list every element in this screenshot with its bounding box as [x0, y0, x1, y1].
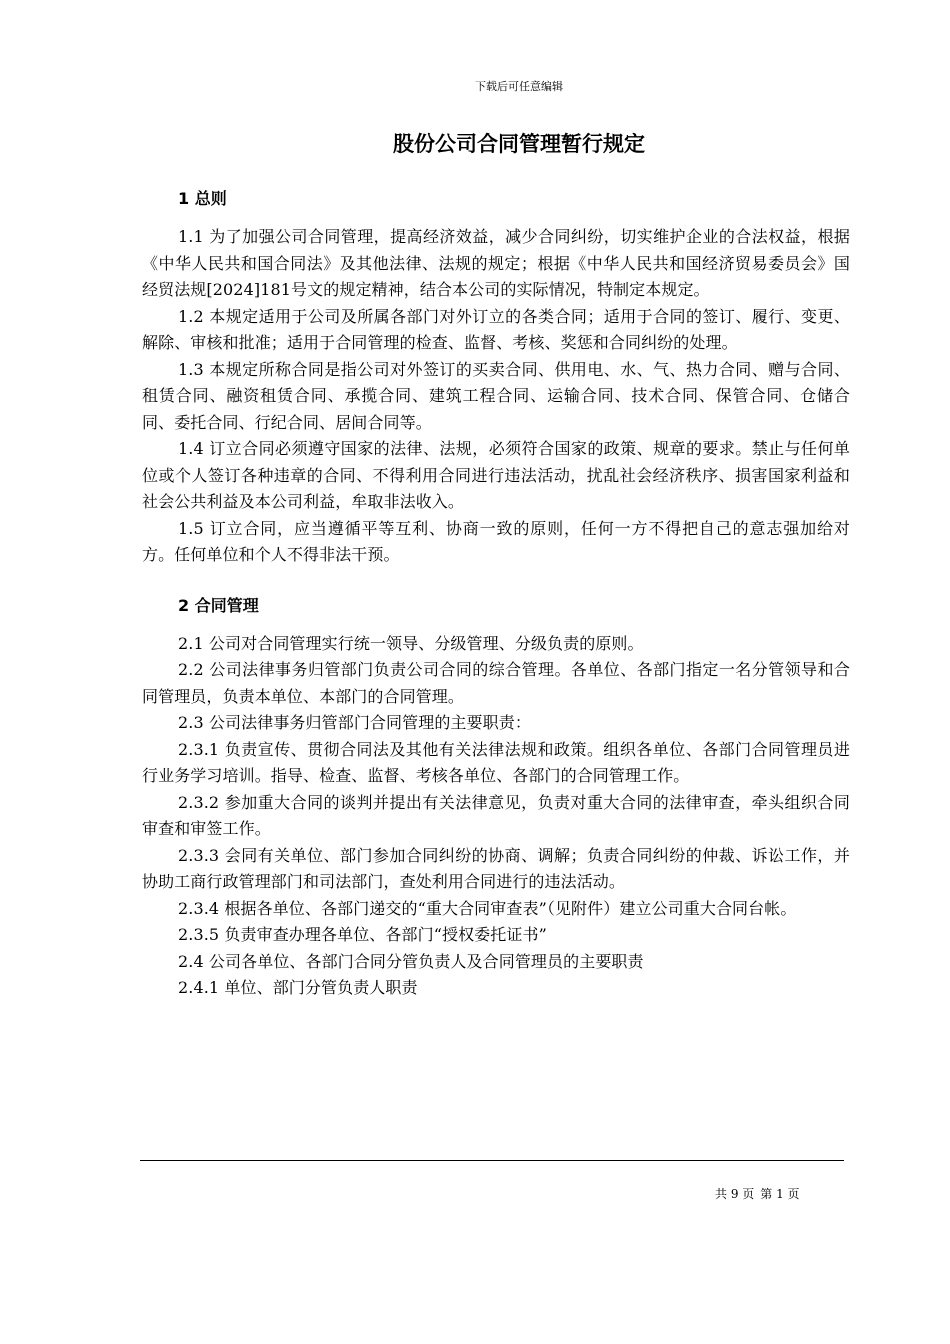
paragraph: 1.4 订立合同必须遵守国家的法律、法规，必须符合国家的政策、规章的要求。禁止与任何单位或个人签订各种违章的合同、不得利用合同进行违法活动，扰乱社会经济秩序、损害国家利益和社会公共利益及本公司利益，牟取非法收入。	[142, 439, 850, 511]
paragraph: 1.3 本规定所称合同是指公司对外签订的买卖合同、供用电、水、气、热力合同、赠与合同、租赁合同、融资租赁合同、承揽合同、建筑工程合同、运输合同、技术合同、保管合同、仓储合同、委托合同、行纪合同、居间合同等。	[142, 359, 850, 432]
paragraph: 2.3.2 参加重大合同的谈判并提出有关法律意见，负责对重大合同的法律审查，牵头组织合同审查和审签工作。	[142, 792, 850, 838]
header-note: 下载后可任意编辑	[475, 80, 563, 93]
paragraph: 2.3.5 负责审查办理各单位、各部门“授权委托证书”	[178, 925, 547, 944]
section-general	[142, 184, 850, 569]
page-footer	[715, 1186, 806, 1202]
section-heading: 2 合同管理	[178, 595, 259, 615]
paragraph: 1.5 订立合同，应当遵循平等互利、协商一致的原则，任何一方不得把自己的意志强加给对方。任何单位和个人不得非法干预。	[142, 518, 850, 564]
paragraph: 2.2 公司法律事务归管部门负责公司合同的综合管理。各单位、各部门指定一名分管领导和合同管理员，负责本单位、本部门的合同管理。	[142, 660, 850, 706]
paragraph: 2.3 公司法律事务归管部门合同管理的主要职责：	[178, 713, 531, 732]
paragraph: 2.3.3 会同有关单位、部门参加合同纠纷的协商、调解；负责合同纠纷的仲裁、诉讼工作，并协助工商行政管理部门和司法部门，查处利用合同进行的违法活动。	[142, 845, 850, 891]
document-body	[142, 184, 850, 1002]
section-heading: 1 总则	[178, 189, 227, 208]
paragraph: 1.2 本规定适用于公司及所属各部门对外订立的各类合同；适用于合同的签订、履行、变更、解除、审核和批准；适用于合同管理的检查、监督、考核、奖惩和合同纠纷的处理。	[142, 306, 850, 352]
document-title: 股份公司合同管理暂行规定	[393, 132, 645, 156]
current-page: 第 1 页	[760, 1187, 800, 1201]
paragraph: 2.1 公司对合同管理实行统一领导、分级管理、分级负责的原则。	[178, 633, 644, 653]
paragraph: 2.4.1 单位、部门分管负责人职责	[178, 978, 418, 997]
section-contract-management	[142, 591, 850, 1002]
section-gap	[142, 569, 850, 591]
paragraph: 2.3.1 负责宣传、贯彻合同法及其他有关法律法规和政策。组织各单位、各部门合同管理员进行业务学习培训。指导、检查、监督、考核各单位、各部门的合同管理工作。	[142, 739, 850, 785]
total-pages: 共 9 页	[715, 1187, 755, 1201]
paragraph: 2.4 公司各单位、各部门合同分管负责人及合同管理员的主要职责	[178, 951, 644, 971]
paragraph: 2.3.4 根据各单位、各部门递交的“重大合同审查表”（见附件）建立公司重大合同台帐。	[178, 898, 797, 918]
footer-rule	[140, 1160, 844, 1161]
paragraph: 1.1 为了加强公司合同管理，提高经济效益，减少合同纠纷，切实维护企业的合法权益，根据《中华人民共和国合同法》及其他法律、法规的规定；根据《中华人民共和国经济贸易委员会》国经贸法规[2024]181号文的规定精神，结合本公司的实际情况，特制定本规定。	[142, 227, 850, 299]
